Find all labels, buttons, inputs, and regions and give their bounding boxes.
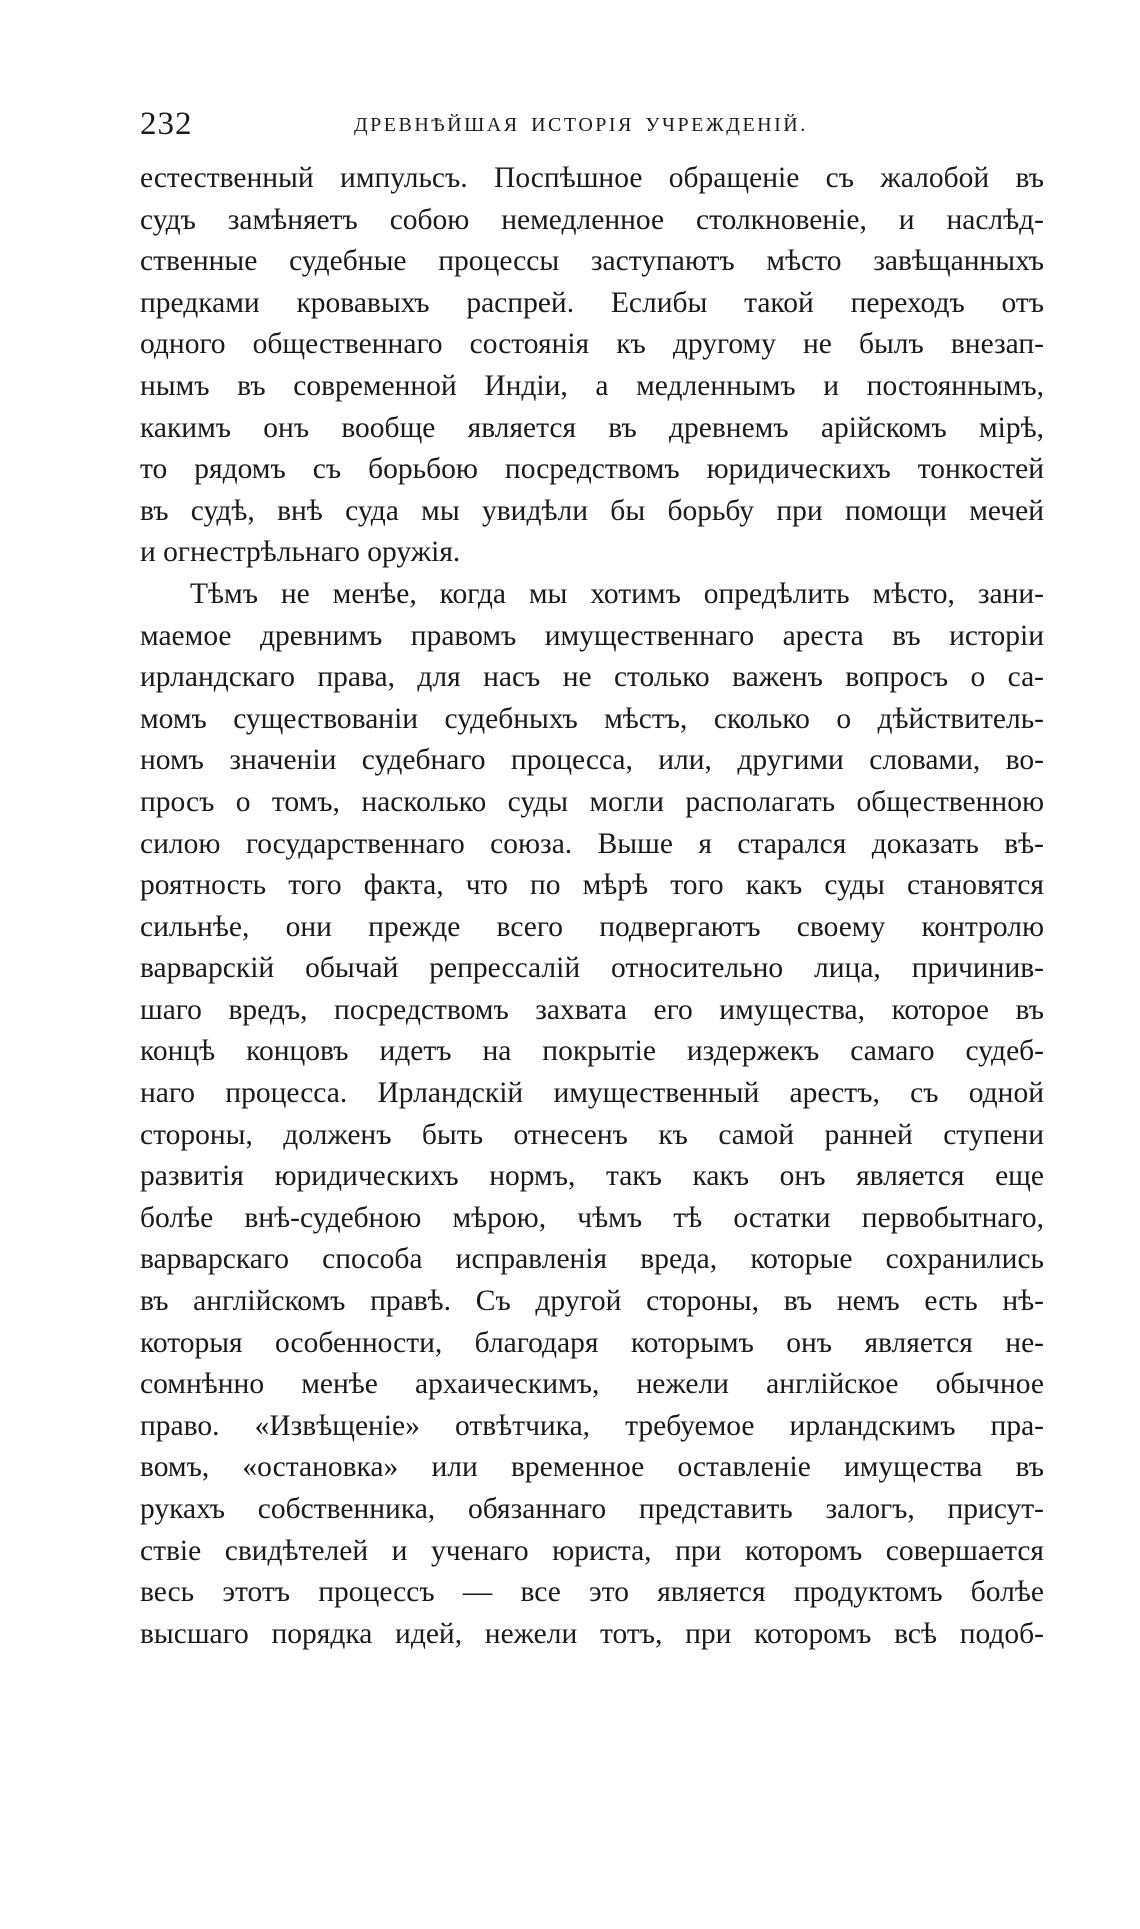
text-line: вомъ, «остановка» или временное оставленіе имущества въ — [140, 1451, 1044, 1484]
text-line: въ судѣ, внѣ суда мы увидѣли бы борьбу при помощи мечей — [140, 494, 1044, 527]
text-line: маемое древнимъ правомъ имущественнаго ареста въ исторіи — [140, 619, 1044, 652]
text-line: какимъ онъ вообще является въ древнемъ арійскомъ мірѣ, — [140, 411, 1044, 444]
text-line: судъ замѣняетъ собою немедленное столкновеніе, и наслѣд- — [140, 203, 1044, 236]
text-line: варварскаго способа исправленія вреда, которые сохранились — [140, 1243, 1044, 1276]
text-line: силою государственнаго союза. Выше я старался доказать вѣ- — [140, 827, 1044, 860]
text-line: шаго вредъ, посредствомъ захвата его имущества, которое въ — [140, 993, 1044, 1026]
text-line: рукахъ собственника, обязаннаго представить залогъ, присут- — [140, 1493, 1044, 1525]
text-line: роятность того факта, что по мѣрѣ того какъ суды становятся — [140, 869, 1044, 902]
text-line: въ англійскомъ правѣ. Съ другой стороны, въ немъ есть нѣ- — [140, 1285, 1044, 1318]
text-line: развитія юридическихъ нормъ, такъ какъ онъ является еще — [140, 1160, 1044, 1193]
text-line: стороны, долженъ быть отнесенъ къ самой ранней ступени — [140, 1118, 1044, 1151]
text-line: ствіе свидѣтелей и ученаго юриста, при которомъ совершается — [140, 1534, 1044, 1567]
running-head — [140, 104, 1044, 144]
text-line: предками кровавыхъ распрей. Еслибы такой переходъ отъ — [140, 286, 1044, 319]
text-line: весь этотъ процессъ — все это является продуктомъ болѣе — [140, 1576, 1044, 1609]
text-line: право. «Извѣщеніе» отвѣтчика, требуемое ирландскимъ пра- — [140, 1409, 1044, 1442]
text-line: просъ о томъ, насколько суды могли располагать общественною — [140, 785, 1044, 818]
text-line: наго процесса. Ирландскій имущественный арестъ, съ одной — [140, 1077, 1044, 1110]
page-number: 232 — [140, 106, 193, 142]
text-line: ирландскаго права, для насъ не столько важенъ вопросъ о са- — [140, 661, 1044, 694]
text-line: сомнѣнно менѣе архаическимъ, нежели англійское обычное — [140, 1368, 1044, 1401]
text-line: варварскій обычай репрессалій относительно лица, причинив- — [140, 952, 1044, 985]
text-line: и огнестрѣльнаго оружія. — [140, 536, 461, 569]
text-line: нымъ въ современной Индіи, а медленнымъ и постояннымъ, — [140, 369, 1044, 402]
text-line: концѣ концовъ идетъ на покрытіе издержекъ самаго судеб- — [140, 1035, 1044, 1068]
text-line: Тѣмъ не менѣе, когда мы хотимъ опредѣлить мѣсто, зани- — [190, 577, 1044, 610]
paragraph — [140, 158, 1044, 574]
text-line: момъ существованіи судебныхъ мѣстъ, сколько о дѣйствитель- — [140, 702, 1044, 735]
text-line: одного общественнаго состоянія къ другому не былъ внезап- — [140, 328, 1044, 361]
text-line: то рядомъ съ борьбою посредствомъ юридическихъ тонкостей — [140, 453, 1044, 486]
body-text — [140, 158, 1044, 1655]
text-line: которыя особенности, благодаря которымъ онъ является не- — [140, 1326, 1044, 1359]
text-line: номъ значеніи судебнаго процесса, или, другими словами, во- — [140, 744, 1044, 777]
text-line: естественный импульсъ. Поспѣшное обращеніе съ жалобой въ — [140, 162, 1044, 194]
text-line: сильнѣе, они прежде всего подвергаютъ своему контролю — [140, 910, 1044, 943]
text-line: болѣе внѣ-судебною мѣрою, чѣмъ тѣ остатки первобытнаго, — [140, 1201, 1044, 1234]
text-line: высшаго порядка идей, нежели тотъ, при которомъ всѣ подоб- — [140, 1617, 1044, 1650]
running-title: ДРЕВНѢЙШАЯ ИСТОРІЯ УЧРЕЖДЕНІЙ. — [354, 114, 808, 136]
text-line: ственные судебные процессы заступаютъ мѣсто завѣщанныхъ — [140, 245, 1044, 278]
paragraph — [140, 574, 1044, 1655]
